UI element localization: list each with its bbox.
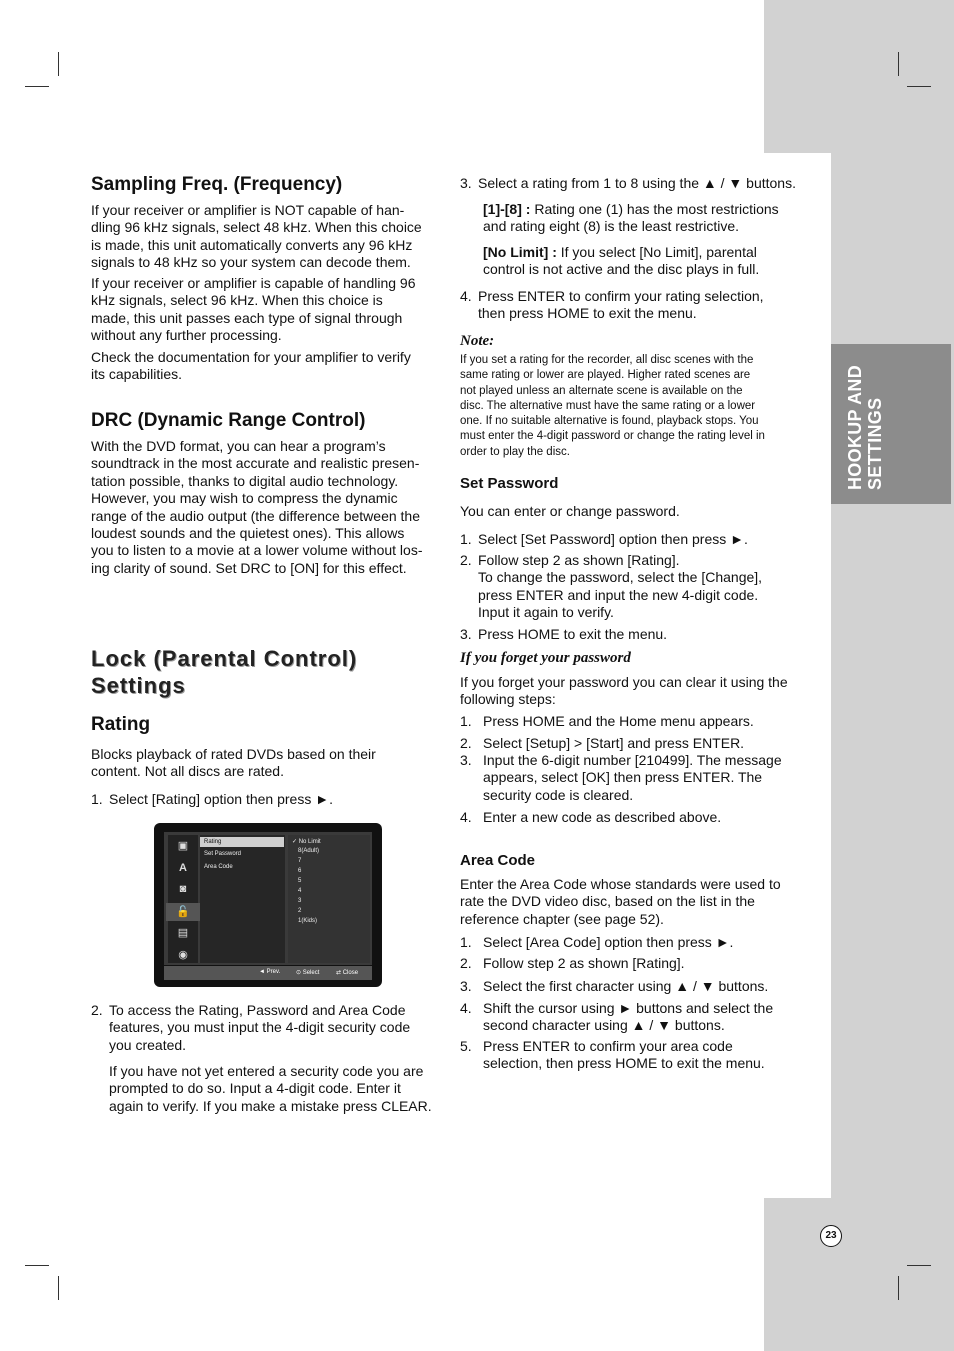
film-icon: ▤ xyxy=(177,927,189,939)
set-password-step-1: 1. Select [Set Password] option then press ►. xyxy=(460,531,748,547)
side-band xyxy=(831,153,954,1198)
forget-step-2: 2. Select [Setup] > [Start] and press ENTER. xyxy=(460,735,745,751)
rating-step-4: 4. Press ENTER to confirm your rating selection, then press HOME to exit the menu. xyxy=(460,288,764,322)
disc-icon: ▣ xyxy=(177,840,189,852)
set-password-step-2: 2. Follow step 2 as shown [Rating]. To change the password, select the [Change], press ENTER and input the new 4-digit code. Input it again to verify. xyxy=(460,552,763,621)
crop-mark xyxy=(898,52,899,76)
set-password-intro: You can enter or change password. xyxy=(460,503,680,519)
crop-mark xyxy=(58,1276,59,1300)
lock-title: Lock (Parental Control) Settings xyxy=(91,646,358,698)
language-icon: A xyxy=(179,862,187,874)
side-band-bottom xyxy=(764,1198,954,1351)
menu-item-area-code: Area Code xyxy=(204,864,233,870)
section-tab xyxy=(831,344,951,504)
crop-mark xyxy=(907,1265,931,1266)
menu-options xyxy=(200,835,285,963)
area-step-1: 1. Select [Area Code] option then press ►. xyxy=(460,934,734,950)
menu-item-rating: Rating xyxy=(200,837,284,847)
area-step-5: 5. Press ENTER to confirm your area code selection, then press HOME to exit the menu. xyxy=(460,1038,765,1072)
crop-mark xyxy=(25,1265,49,1266)
side-band-top xyxy=(764,0,954,153)
speaker-icon: ◙ xyxy=(179,883,187,895)
forget-step-1: 1. Press HOME and the Home menu appears. xyxy=(460,713,754,729)
forget-step-4: 4. Enter a new code as described above. xyxy=(460,809,722,825)
set-password-step-3: 3. Press HOME to exit the menu. xyxy=(460,626,668,642)
rating-step-2-detail: If you have not yet entered a security code you are prompted to do so. Input a 4-digit code. Enter it again to verify. If you make a mistake press CLEAR. xyxy=(109,1063,432,1114)
sampling-para-1: If your receiver or amplifier is NOT capable of han- dling 96 kHz signals, select 48 kHz. When this choice is made, this unit automatically converts any 96 kHz signals to 48 kHz so your system can decode them. xyxy=(91,202,422,271)
menu-nav-bar xyxy=(164,966,372,980)
note-title: Note: xyxy=(460,333,495,349)
rating-value: 4 xyxy=(298,888,302,894)
sampling-para-3: Check the documentation for your amplifier to verify its capabilities. xyxy=(91,349,411,383)
area-step-4: 4. Shift the cursor using ► buttons and select the second character using ▲ / ▼ buttons. xyxy=(460,1000,774,1034)
page-number: 23 xyxy=(820,1225,842,1247)
area-code-heading: Area Code xyxy=(460,852,536,869)
prev-hint: ◄ Prev. xyxy=(259,969,281,975)
menu-item-set-password: Set Password xyxy=(204,851,242,857)
rating-range-desc: [1]-[8] : Rating one (1) has the most restrictions and rating eight (8) is the least restrictive. xyxy=(483,201,779,235)
drc-heading: DRC (Dynamic Range Control) xyxy=(91,410,366,431)
forget-password-title: If you forget your password xyxy=(460,650,631,666)
rating-value: 5 xyxy=(298,878,302,884)
drc-para: With the DVD format, you can hear a program’s soundtrack in the most accurate and realistic presen- tation possible, thanks to digital audio technology. However, you may wish to compress the dynamic range of the audio output (the difference between the loudest sounds and the quietest ones). This allows you to listen to a movie at a lower volume without los- ing clarity of sound. Set DRC to [ON] for this effect. xyxy=(91,438,423,576)
sampling-heading: Sampling Freq. (Frequency) xyxy=(91,174,343,195)
lock-icon: 🔓 xyxy=(166,903,200,921)
crop-mark xyxy=(25,86,49,87)
rating-value: 2 xyxy=(298,908,302,914)
rating-value: ✓ No Limit xyxy=(292,839,321,845)
section-tab-line2: SETTINGS xyxy=(865,397,885,490)
crop-mark xyxy=(907,86,931,87)
section-tab-line1: HOOKUP AND xyxy=(845,364,865,490)
rating-heading: Rating xyxy=(91,714,151,735)
record-icon: ◉ xyxy=(178,949,188,961)
forget-step-3: 3. Input the 6-digit number [210499]. The message appears, select [OK] then press ENTER. The security code is cleared. xyxy=(460,752,782,803)
area-step-2: 2. Follow step 2 as shown [Rating]. xyxy=(460,955,685,971)
no-limit-desc: [No Limit] : If you select [No Limit], parental control is not active and the disc plays in full. xyxy=(483,244,760,278)
rating-value: 8(Adult) xyxy=(298,848,320,854)
rating-step-1: 1. Select [Rating] option then press ►. xyxy=(91,791,333,807)
note-body: If you set a rating for the recorder, all disc scenes with the same rating or lower are played. Higher rated scenes are not played unless an alternate scene is available on the disc. The alternative must have the same rating or a lower one. If no suitable alternative is found, playback stops. You must enter the 4-digit password or change the rating level in order to play the disc. xyxy=(460,354,765,458)
menu-rating-values xyxy=(288,835,370,963)
crop-mark xyxy=(58,52,59,76)
select-hint: ⊙ Select xyxy=(296,970,320,976)
rating-intro: Blocks playback of rated DVDs based on their content. Not all discs are rated. xyxy=(91,746,376,780)
sampling-para-2: If your receiver or amplifier is capable of handling 96 kHz signals, select 96 kHz. When this choice is made, this unit passes each type of signal through without any further processing. xyxy=(91,275,416,344)
set-password-heading: Set Password xyxy=(460,475,559,492)
menu-icon-column xyxy=(168,835,198,963)
forget-password-intro: If you forget your password you can clear it using the following steps: xyxy=(460,674,788,708)
close-hint: ⇄ Close xyxy=(336,970,359,976)
rating-value: 6 xyxy=(298,868,302,874)
area-step-3: 3. Select the first character using ▲ / ▼ buttons. xyxy=(460,978,769,994)
rating-step-2: 2. To access the Rating, Password and Area Code features, you must input the 4-digit security code you created. xyxy=(91,1002,411,1053)
area-code-intro: Enter the Area Code whose standards were used to rate the DVD video disc, based on the list in the reference chapter (see page 52). xyxy=(460,876,781,927)
crop-mark xyxy=(898,1276,899,1300)
rating-menu-screenshot xyxy=(154,823,382,987)
rating-value: 7 xyxy=(298,858,302,864)
rating-value: 3 xyxy=(298,898,302,904)
rating-value: 1(Kids) xyxy=(298,918,318,924)
rating-step-3: 3. Select a rating from 1 to 8 using the ▲ / ▼ buttons. xyxy=(460,175,796,191)
